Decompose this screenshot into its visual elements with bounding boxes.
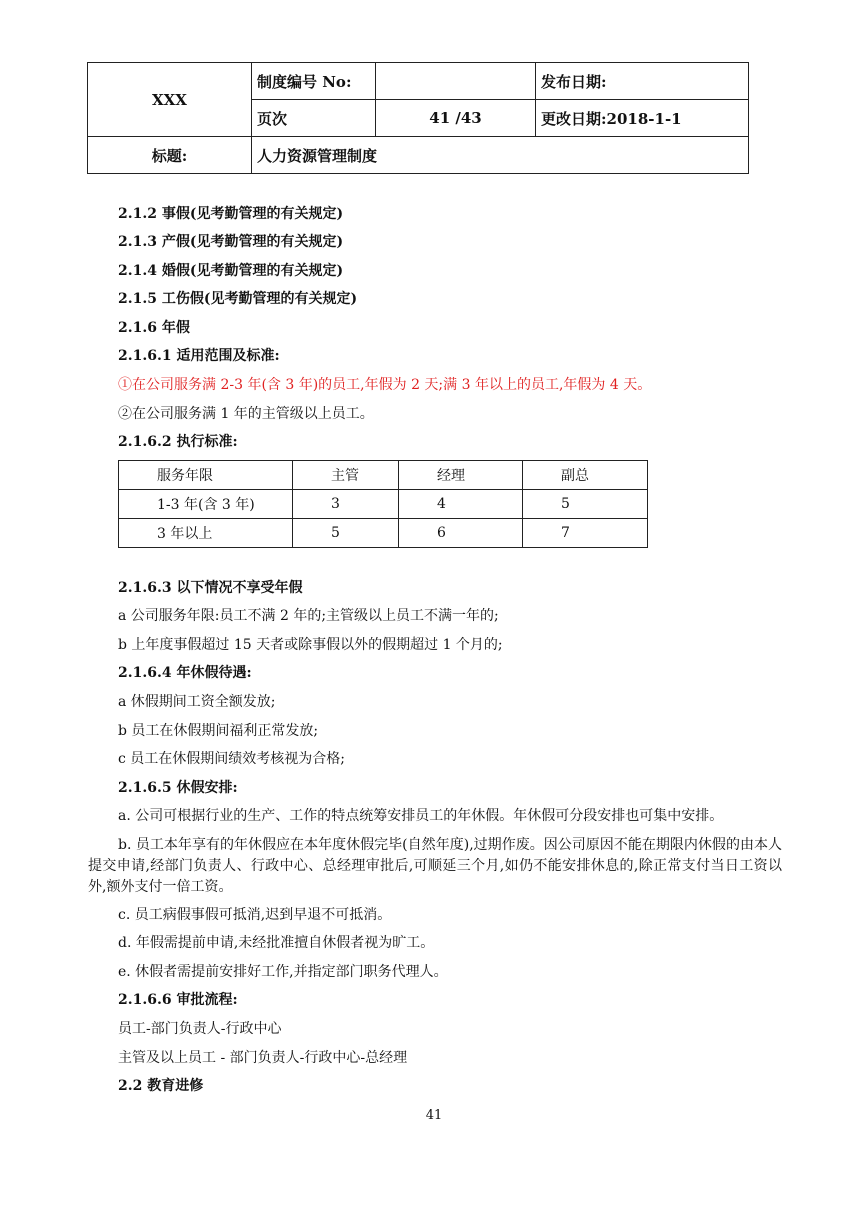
page-number: 41 — [425, 1108, 443, 1123]
leave-standard-table — [118, 460, 648, 548]
scope-item-2: ②在公司服务满 1 年的主管级以上员工。 — [118, 406, 374, 422]
table-cell: 7 — [523, 519, 648, 548]
table-cell: 1-3 年(含 3 年) — [119, 490, 293, 519]
approval-flow-manager: 主管及以上员工 - 部门负责人-行政中心-总经理 — [118, 1050, 408, 1066]
table-cell: 6 — [399, 519, 523, 548]
scope-item-1: ①在公司服务满 2-3 年(含 3 年)的员工,年假为 2 天;满 3 年以上的员工,年假为 4 天。 — [118, 377, 652, 393]
arrangement-item-a: a. 公司可根据行业的生产、工作的特点统筹安排员工的年休假。年休假可分段安排也可集中安排。 — [118, 808, 724, 824]
table-header-row — [119, 461, 648, 490]
arrangement-item-e: e. 休假者需提前安排好工作,并指定部门职务代理人。 — [118, 964, 448, 980]
company-name: XXX — [88, 63, 252, 137]
table-cell: 3 年以上 — [119, 519, 293, 548]
benefit-item-a: a 休假期间工资全额发放; — [118, 694, 276, 710]
table-cell: 5 — [293, 519, 399, 548]
document-title: 人力资源管理制度 — [252, 137, 749, 174]
arrangement-item-d: d. 年假需提前申请,未经批准擅自休假者视为旷工。 — [118, 935, 435, 951]
arrangement-item-c: c. 员工病假事假可抵消,迟到早退不可抵消。 — [118, 907, 392, 923]
section-2-1-6-2: 2.1.6.2 执行标准: — [118, 434, 238, 450]
section-2-1-6-6: 2.1.6.6 审批流程: — [118, 992, 238, 1008]
table-header-cell: 副总 — [523, 461, 648, 490]
exclusion-item-b: b 上年度事假超过 15 天者或除事假以外的假期超过 1 个月的; — [118, 637, 503, 653]
exclusion-item-a: a 公司服务年限:员工不满 2 年的;主管级以上员工不满一年的; — [118, 608, 499, 624]
publish-date-label: 发布日期: — [536, 63, 749, 100]
document-header-table — [87, 62, 749, 174]
section-2-1-3: 2.1.3 产假(见考勤管理的有关规定) — [118, 234, 344, 250]
section-2-1-6-3: 2.1.6.3 以下情况不享受年假 — [118, 580, 303, 596]
section-2-1-4: 2.1.4 婚假(见考勤管理的有关规定) — [118, 263, 344, 279]
section-2-1-6-4: 2.1.6.4 年休假待遇: — [118, 665, 252, 681]
page-value: 41 /43 — [376, 100, 536, 137]
doc-no-value — [376, 63, 536, 100]
table-header-cell: 主管 — [293, 461, 399, 490]
table-row — [119, 519, 648, 548]
section-2-1-6-5: 2.1.6.5 休假安排: — [118, 780, 238, 796]
table-cell: 5 — [523, 490, 648, 519]
change-date: 更改日期:2018-1-1 — [536, 100, 749, 137]
section-2-1-6: 2.1.6 年假 — [118, 320, 190, 336]
benefit-item-c: c 员工在休假期间绩效考核视为合格; — [118, 751, 346, 767]
section-2-1-5: 2.1.5 工伤假(见考勤管理的有关规定) — [118, 291, 358, 307]
table-cell: 3 — [293, 490, 399, 519]
title-label: 标题: — [88, 137, 252, 174]
arrangement-item-b: b. 员工本年享有的年休假应在本年度休假完毕(自然年度),过期作废。因公司原因不能在期限内休假的由本人提交申请,经部门负责人、行政中心、总经理审批后,可顺延三个月,如仍不能安排休息的,除正常支付当日工资以外,额外支付一倍工资。 — [88, 837, 782, 895]
table-cell: 4 — [399, 490, 523, 519]
section-2-2: 2.2 教育进修 — [118, 1078, 204, 1094]
section-2-1-2: 2.1.2 事假(见考勤管理的有关规定) — [118, 206, 344, 222]
doc-no-label: 制度编号 No: — [252, 63, 376, 100]
section-2-1-6-1: 2.1.6.1 适用范围及标准: — [118, 348, 280, 364]
table-header-cell: 经理 — [399, 461, 523, 490]
benefit-item-b: b 员工在休假期间福利正常发放; — [118, 723, 319, 739]
approval-flow-employee: 员工-部门负责人-行政中心 — [118, 1021, 282, 1037]
page-label: 页次 — [252, 100, 376, 137]
table-row — [119, 490, 648, 519]
table-header-cell: 服务年限 — [119, 461, 293, 490]
